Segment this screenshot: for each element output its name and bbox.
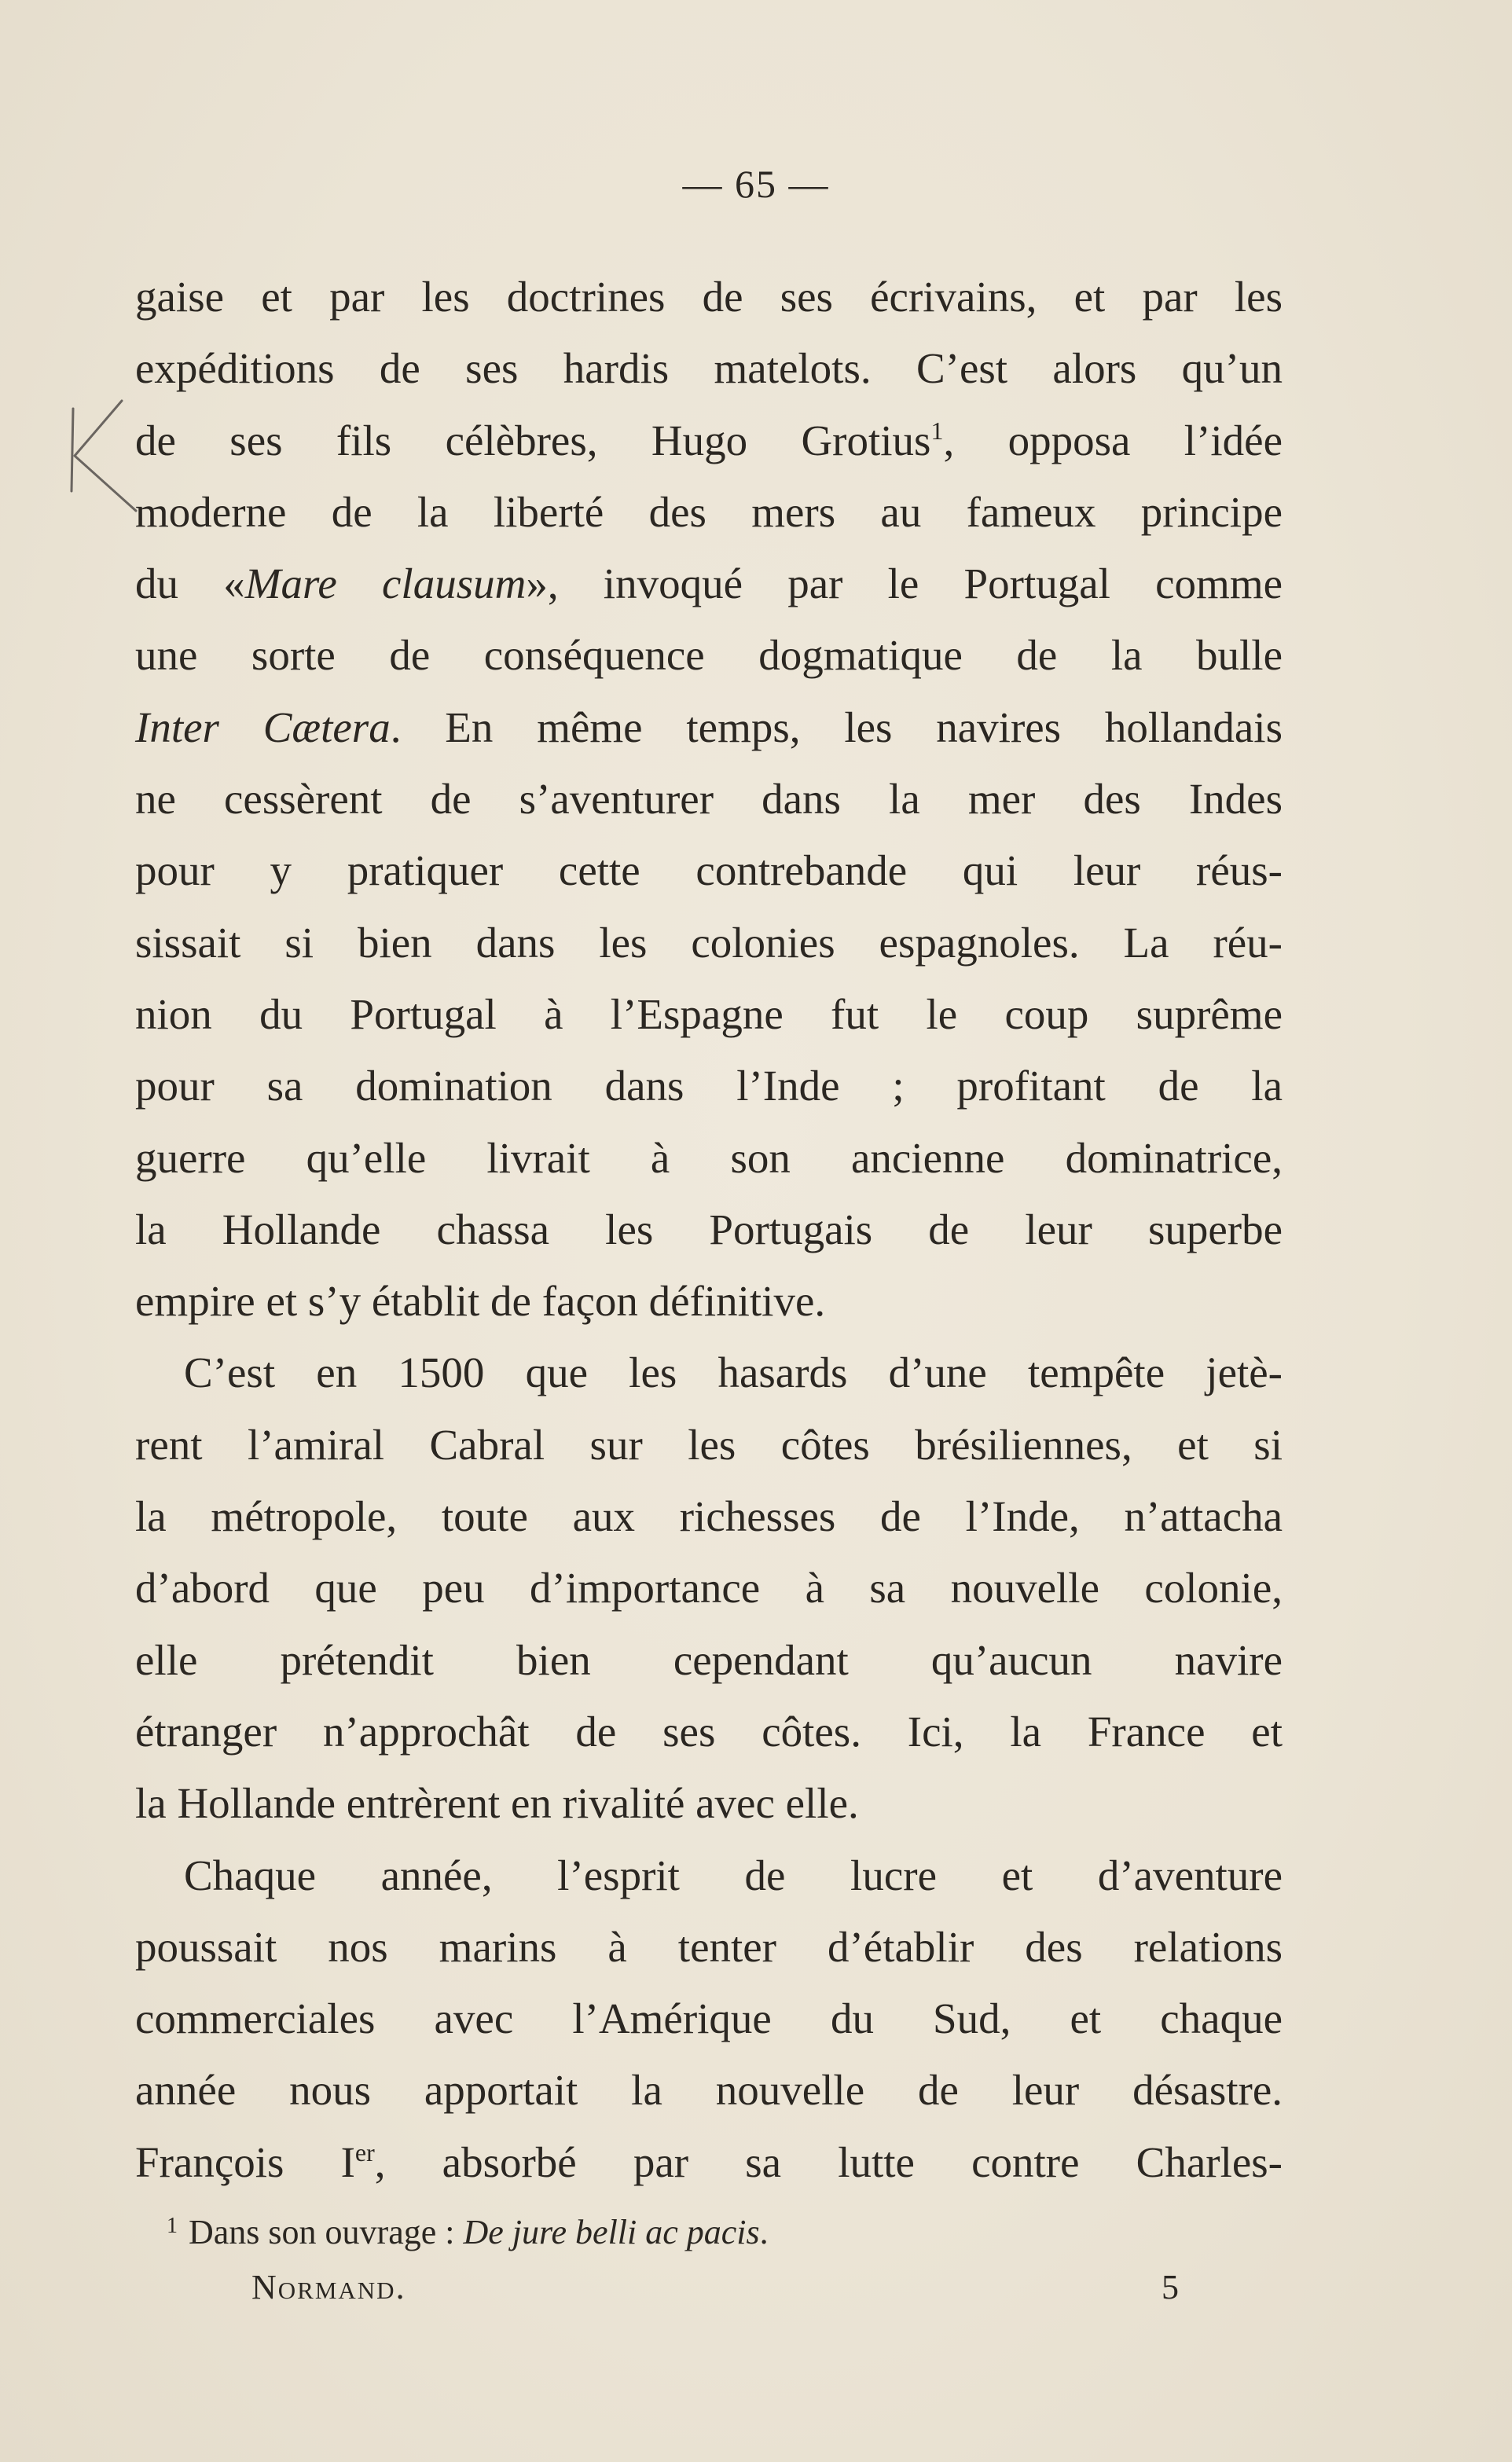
text-line — [135, 1983, 1283, 2054]
footnote-title: De jure belli ac pacis — [463, 2213, 760, 2251]
text-segment: étranger n’approchât de ses côtes. Ici, la France et — [135, 1707, 1283, 1756]
text-line — [135, 476, 1283, 548]
text-segment: la métropole, toute aux richesses de l’Inde, n’attacha — [135, 1492, 1283, 1541]
text-segment: nion du Portugal à l’Espagne fut le coup suprême — [135, 989, 1283, 1038]
text-segment: gaise et par les doctrines de ses écrivains, et par les — [135, 273, 1283, 321]
text-segment: expéditions de ses hardis matelots. C’est alors qu’un — [135, 344, 1283, 393]
text-segment: moderne de la liberté des mers au fameux principe — [135, 487, 1283, 536]
superscript: er — [354, 2137, 375, 2167]
text-segment: du « — [135, 560, 245, 608]
text-segment: , absorbé par sa lutte contre Charles- — [374, 2137, 1283, 2186]
text-line — [135, 1265, 1283, 1337]
page-number: — 65 — — [682, 162, 830, 206]
text-line — [135, 261, 1283, 332]
text-segment: François I — [135, 2137, 355, 2186]
text-segment: elle prétendit bien cependant qu’aucun navire — [135, 1635, 1283, 1684]
text-line — [135, 619, 1283, 691]
text-line — [135, 1122, 1283, 1194]
text-segment: empire et s’y établit de façon définitive. — [135, 1277, 826, 1326]
text-segment: la Hollande entrèrent en rivalité avec elle. — [135, 1779, 859, 1828]
text-segment: de ses fils célèbres, Hugo Grotius — [135, 416, 931, 464]
text-line — [135, 1767, 1283, 1839]
text-line — [135, 1911, 1283, 1983]
superscript: 1 — [930, 416, 944, 445]
text-segment: la Hollande chassa les Portugais de leur superbe — [135, 1205, 1283, 1253]
text-line — [135, 548, 1283, 619]
text-line — [135, 1696, 1283, 1767]
text-segment: sissait si bien dans les colonies espagnoles. La réu- — [135, 918, 1283, 967]
text-segment: C’est en 1500 que les hasards d’une tempête jetè- — [184, 1348, 1283, 1397]
text-segment: guerre qu’elle livrait à son ancienne dominatrice, — [135, 1133, 1283, 1182]
body-text — [135, 261, 1283, 2198]
text-segment: Chaque année, l’esprit de lucre et d’aventure — [184, 1851, 1283, 1899]
text-segment: rent l’amiral Cabral sur les côtes brésiliennes, et si — [135, 1420, 1283, 1469]
footnote-end: . — [759, 2213, 769, 2251]
text-segment: commerciales avec l’Amérique du Sud, et chaque — [135, 1994, 1283, 2043]
text-line — [135, 1481, 1283, 1552]
text-line — [135, 1337, 1283, 1408]
text-line — [135, 1194, 1283, 1265]
text-segment: pour sa domination dans l’Inde ; profitant de la — [135, 1062, 1283, 1110]
text-line — [135, 835, 1283, 906]
text-segment: , opposa l’idée — [943, 416, 1283, 464]
footnote-marker: 1 — [167, 2214, 178, 2238]
text-line — [135, 1409, 1283, 1481]
sheet-number: 5 — [1162, 2268, 1179, 2306]
text-line — [135, 1840, 1283, 1911]
printer-signature: Normand. — [251, 2268, 406, 2306]
text-line — [135, 763, 1283, 835]
text-line — [135, 1552, 1283, 1624]
text-segment: », invoqué par le Portugal comme — [526, 560, 1283, 608]
text-segment: poussait nos marins à tenter d’établir des relations — [135, 1922, 1283, 1971]
text-line — [135, 1624, 1283, 1696]
text-segment: . En même temps, les navires hollandais — [390, 703, 1283, 751]
italic-text: Inter Cætera — [135, 703, 391, 751]
text-segment: d’abord que peu d’importance à sa nouvelle colonie, — [135, 1564, 1283, 1613]
italic-text: Mare clausum — [244, 560, 527, 608]
text-line — [135, 907, 1283, 978]
footnote — [167, 2212, 769, 2252]
text-line — [135, 978, 1283, 1050]
text-line — [135, 692, 1283, 763]
text-line — [135, 2054, 1283, 2126]
pencil-margin-mark — [43, 393, 145, 527]
text-line — [135, 405, 1283, 476]
text-line — [135, 332, 1283, 404]
footnote-text: Dans son ouvrage : — [189, 2213, 464, 2251]
text-line — [135, 2126, 1283, 2198]
text-segment: pour y pratiquer cette contrebande qui leur réus- — [135, 846, 1283, 895]
text-segment: ne cessèrent de s’aventurer dans la mer des Indes — [135, 775, 1283, 824]
text-line — [135, 1050, 1283, 1121]
text-segment: année nous apportait la nouvelle de leur désastre. — [135, 2066, 1283, 2115]
text-segment: une sorte de conséquence dogmatique de la bulle — [135, 631, 1283, 680]
